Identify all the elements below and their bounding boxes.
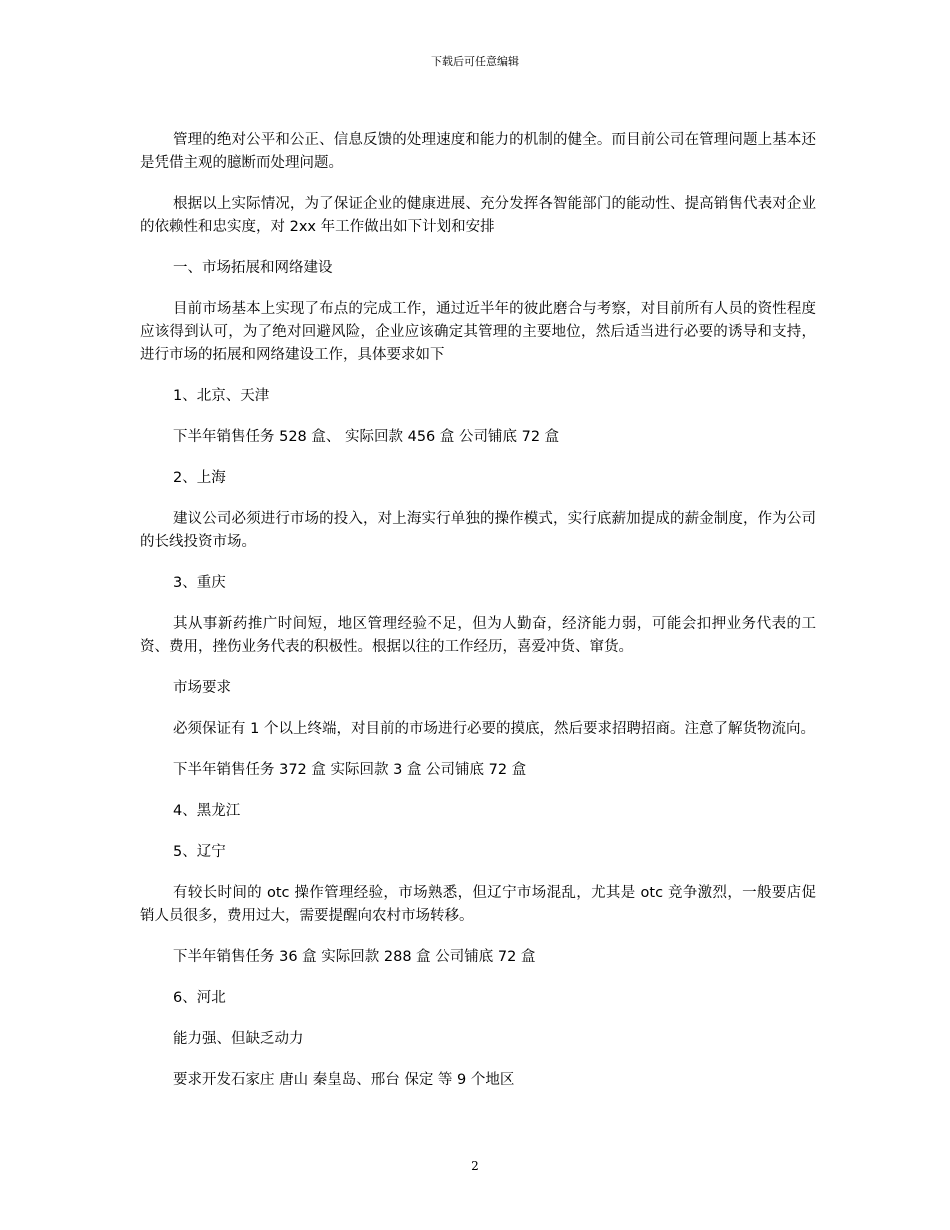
- paragraph: 建议公司必须进行市场的投入，对上海实行单独的操作模式，实行底薪加提成的薪金制度，作为公司的长线投资市场。: [140, 511, 816, 550]
- paragraph: 必须保证有 1 个以上终端，对目前的市场进行必要的摸底，然后要求招聘招商。注意了解货物流向。: [173, 721, 815, 737]
- subsection-heading: 3、重庆: [173, 575, 226, 591]
- page-number: 2: [471, 1159, 479, 1173]
- paragraph: 要求开发石家庄 唐山 秦皇岛、邢台 保定 等 9 个地区: [173, 1072, 515, 1088]
- paragraph: 根据以上实际情况，为了保证企业的健康进展、充分发挥各智能部门的能动性、提高销售代表对企业的依赖性和忠实度，对 2xx 年工作做出如下计划和安排: [140, 196, 816, 235]
- paragraph: 能力强、但缺乏动力: [173, 1031, 304, 1047]
- section-heading: 一、市场拓展和网络建设: [173, 260, 333, 276]
- subsection-heading: 5、辽宁: [173, 844, 226, 860]
- paragraph: 有较长时间的 otc 操作管理经验，市场熟悉，但辽宁市场混乱，尤其是 otc 竞争激烈，一般要店促销人员很多，费用过大，需要提醒向农村市场转移。: [140, 885, 816, 924]
- paragraph: 目前市场基本上实现了布点的完成工作，通过近半年的彼此磨合与考察，对目前所有人员的资性程度应该得到认可，为了绝对回避风险，企业应该确定其管理的主要地位，然后适当进行必要的诱导和支持，进行市场的拓展和网络建设工作，具体要求如下: [140, 301, 816, 363]
- subsection-heading: 1、北京、天津: [173, 388, 270, 404]
- page-header: 下载后可任意编辑: [431, 55, 519, 68]
- document-body: [140, 129, 816, 1110]
- subsection-heading: 4、黑龙江: [173, 803, 241, 819]
- subsection-heading: 6、河北: [173, 990, 226, 1006]
- subsection-heading: 市场要求: [173, 680, 231, 696]
- paragraph: 管理的绝对公平和公正、信息反馈的处理速度和能力的机制的健全。而目前公司在管理问题上基本还是凭借主观的臆断而处理问题。: [140, 132, 816, 171]
- sales-figures: 下半年销售任务 36 盒 实际回款 288 盒 公司铺底 72 盒: [173, 949, 536, 965]
- subsection-heading: 2、上海: [173, 470, 226, 486]
- paragraph: 其从事新药推广时间短，地区管理经验不足，但为人勤奋，经济能力弱，可能会扣押业务代表的工资、费用，挫伤业务代表的积极性。根据以往的工作经历，喜爱冲货、窜货。: [140, 616, 816, 655]
- sales-figures: 下半年销售任务 372 盒 实际回款 3 盒 公司铺底 72 盒: [173, 762, 527, 778]
- sales-figures: 下半年销售任务 528 盒、 实际回款 456 盒 公司铺底 72 盒: [173, 429, 560, 445]
